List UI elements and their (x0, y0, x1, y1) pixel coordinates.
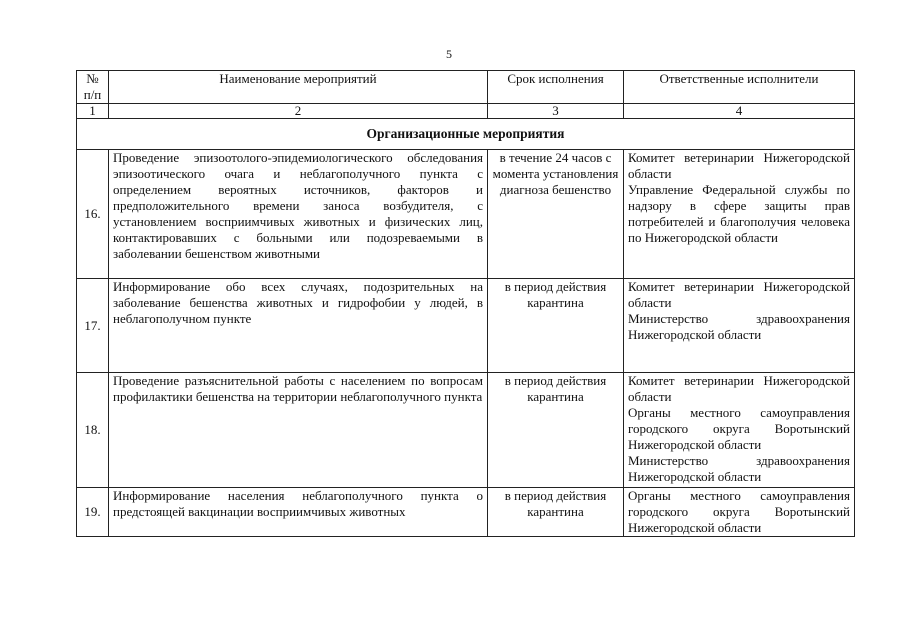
table-row (77, 150, 855, 279)
responsible-entry: Комитет ветеринарии Нижегородской области (628, 150, 850, 181)
row-number: 19. (77, 488, 109, 537)
responsible-entry: Комитет ветеринарии Нижегородской области (628, 373, 850, 404)
measure-name: Информирование обо всех случаях, подозрительных на заболевание бешенства животных и гидрофобии у людей, в неблагополучном пункте (109, 279, 488, 373)
column-number: 3 (488, 104, 624, 119)
measure-responsible (624, 373, 855, 488)
measure-responsible (624, 488, 855, 537)
measure-name: Информирование населения неблагополучного пункта о предстоящей вакцинации восприимчивых животных (109, 488, 488, 537)
responsible-entry: Министерство здравоохранения Нижегородской области (628, 453, 850, 484)
header-num: № п/п (77, 71, 109, 104)
responsible-entry: Комитет ветеринарии Нижегородской области (628, 279, 850, 310)
table-row (77, 488, 855, 537)
measure-responsible (624, 279, 855, 373)
column-number: 4 (624, 104, 855, 119)
measure-name: Проведение эпизоотолого-эпидемиологического обследования эпизоотического очага и неблагополучного пункта с определением вероятных источников, факторов и предположительного времени заноса возбудителя, с установлением восприимчивых животных и физических лиц, контактировавших с больными или подозреваемыми в заболевании бешенством животными (109, 150, 488, 279)
section-title: Организационные мероприятия (77, 119, 855, 150)
measure-term: в период действия карантина (488, 279, 624, 373)
measure-term: в период действия карантина (488, 488, 624, 537)
column-number: 2 (109, 104, 488, 119)
header-name: Наименование мероприятий (109, 71, 488, 104)
page-number: 5 (446, 47, 452, 61)
measure-name: Проведение разъяснительной работы с населением по вопросам профилактики бешенства на территории неблагополучного пункта (109, 373, 488, 488)
header-row (77, 71, 855, 104)
column-number: 1 (77, 104, 109, 119)
measure-term: в период действия карантина (488, 373, 624, 488)
header-term: Срок исполнения (488, 71, 624, 104)
responsible-entry: Органы местного самоуправления городского округа Воротынский Нижегородской области (628, 488, 850, 535)
section-row (77, 119, 855, 150)
row-number: 17. (77, 279, 109, 373)
table-row (77, 373, 855, 488)
column-numbers-row (77, 104, 855, 119)
measure-term: в течение 24 часов с момента установления диагноза бешенство (488, 150, 624, 279)
row-number: 16. (77, 150, 109, 279)
responsible-entry: Министерство здравоохранения Нижегородской области (628, 311, 850, 342)
responsible-entry: Органы местного самоуправления городского округа Воротынский Нижегородской области (628, 405, 850, 452)
measures-table (76, 70, 855, 537)
table-row (77, 279, 855, 373)
header-responsible: Ответственные исполнители (624, 71, 855, 104)
measure-responsible (624, 150, 855, 279)
responsible-entry: Управление Федеральной службы по надзору в сфере защиты прав потребителей и благополучия человека по Нижегородской области (628, 182, 850, 245)
row-number: 18. (77, 373, 109, 488)
